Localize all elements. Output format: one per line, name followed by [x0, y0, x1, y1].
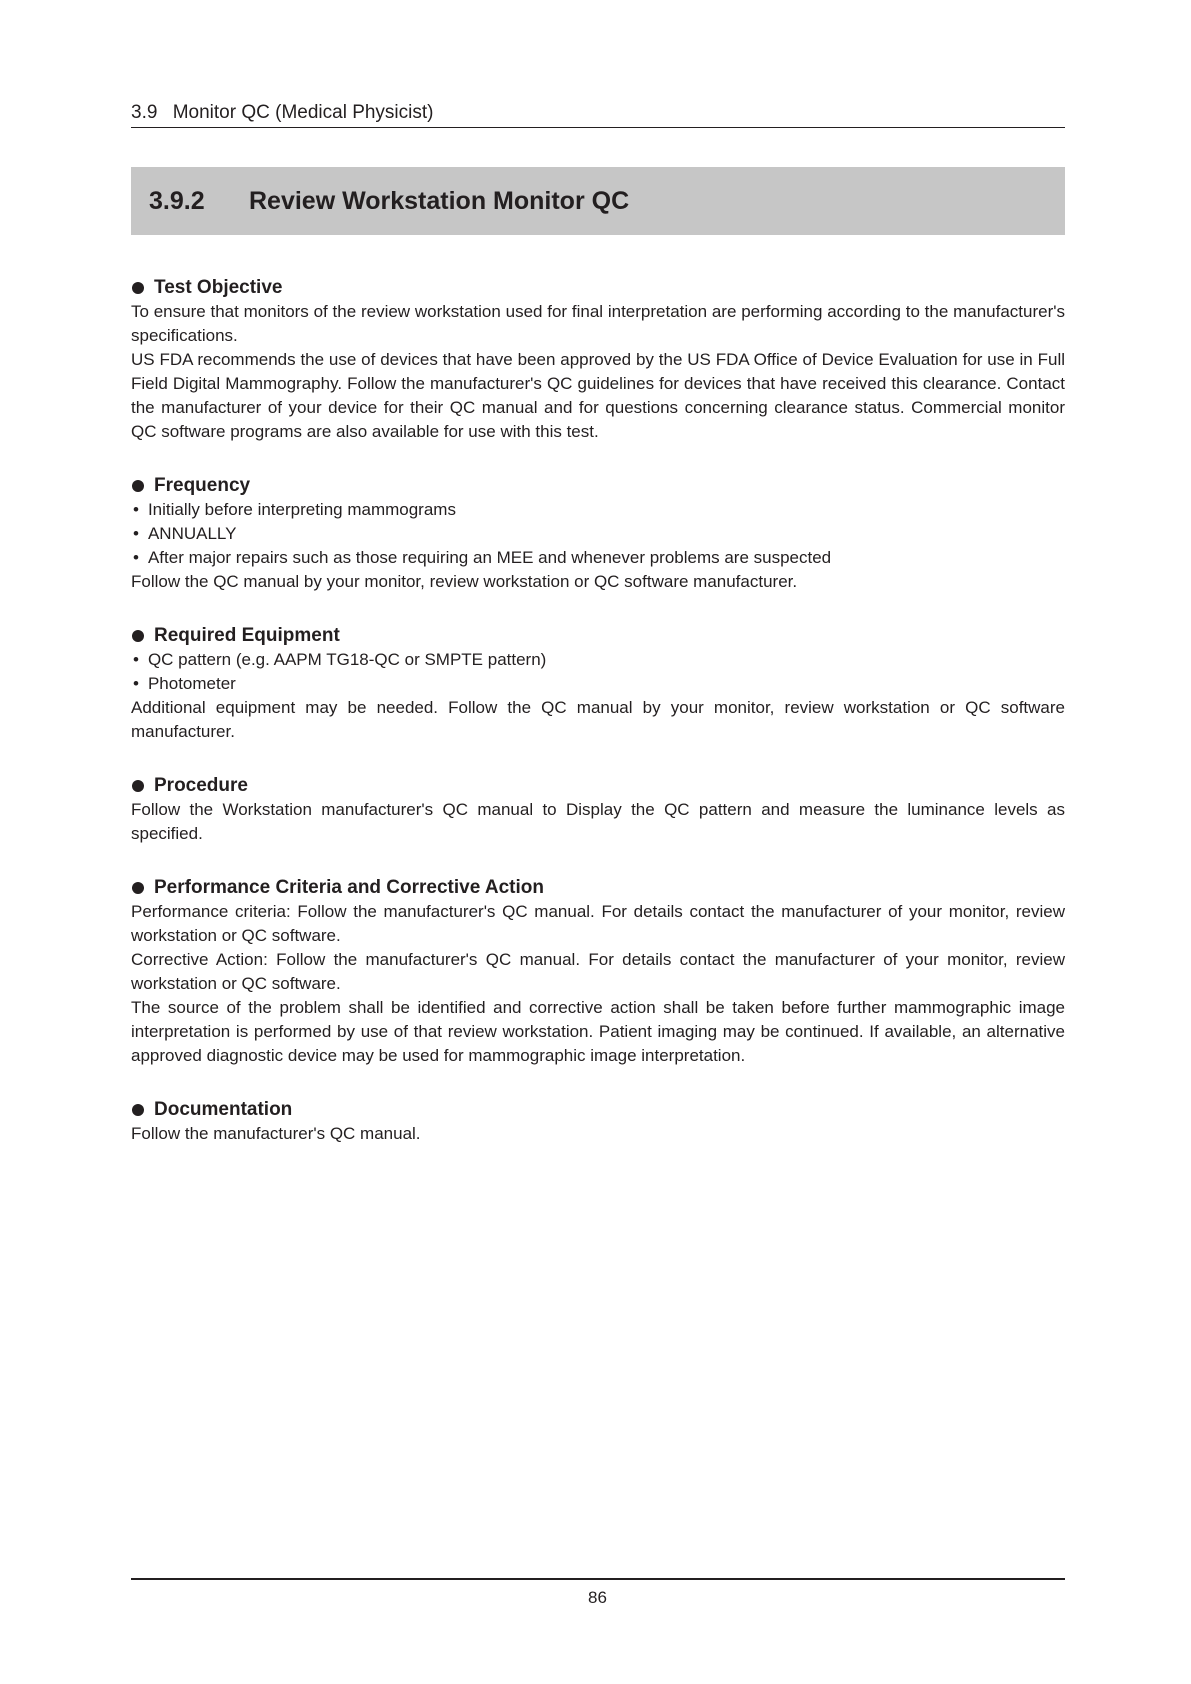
section-heading [131, 876, 1065, 900]
list-item: • Photometer [131, 672, 1065, 696]
section-performance-criteria [131, 876, 1065, 1068]
section-frequency [131, 474, 1065, 594]
main-content [131, 276, 1065, 1176]
paragraph: Corrective Action: Follow the manufacturer's QC manual. For details contact the manufacturer of your monitor, review workstation or QC software. [131, 950, 1065, 993]
paragraph: To ensure that monitors of the review workstation used for final interpretation are performing according to the manufacturer's specifications. [131, 302, 1065, 345]
page-number: 86 [588, 1588, 607, 1607]
bullet-dot-icon [132, 882, 144, 894]
section-heading [131, 624, 1065, 648]
section-heading-label: Documentation [154, 1099, 293, 1120]
list-item: • QC pattern (e.g. AAPM TG18-QC or SMPTE pattern) [131, 648, 1065, 672]
paragraph: The source of the problem shall be identified and corrective action shall be taken before further mammographic image interpretation is performed by use of that review workstation. Patient imaging may be continued. If available, an alternative approved diagnostic device may be used for mammographic image interpretation. [131, 998, 1065, 1065]
section-number: 3.9.2 [149, 186, 205, 215]
section-heading-label: Required Equipment [154, 625, 340, 646]
list-item: • ANNUALLY [131, 522, 1065, 546]
paragraph: Follow the Workstation manufacturer's QC manual to Display the QC pattern and measure the luminance levels as specified. [131, 800, 1065, 843]
header-section-number: 3.9 [131, 102, 158, 123]
running-header [131, 101, 1065, 128]
section-heading-label: Performance Criteria and Corrective Action [154, 877, 544, 898]
section-heading [131, 1098, 1065, 1122]
bullet-dot-icon [132, 630, 144, 642]
section-required-equipment [131, 624, 1065, 744]
paragraph: Additional equipment may be needed. Follow the QC manual by your monitor, review workstation or QC software manufacturer. [131, 698, 1065, 741]
section-documentation [131, 1098, 1065, 1146]
bullet-dot-icon [132, 1104, 144, 1116]
bullet-dot-icon [132, 480, 144, 492]
paragraph: US FDA recommends the use of devices that have been approved by the US FDA Office of Device Evaluation for use in Full Field Digital Mammography. Follow the manufacturer's QC guidelines for devices that have received this clearance. Contact the manufacturer of your device for their QC manual and for questions concerning clearance status. Commercial monitor QC software programs are also available for use with this test. [131, 350, 1065, 441]
bullet-list [131, 498, 1065, 570]
section-heading-label: Procedure [154, 775, 248, 796]
paragraph: Follow the QC manual by your monitor, review workstation or QC software manufacturer. [131, 572, 798, 591]
section-heading [131, 774, 1065, 798]
section-procedure [131, 774, 1065, 846]
section-heading [131, 474, 1065, 498]
section-title-band [131, 167, 1065, 235]
paragraph: Performance criteria: Follow the manufacturer's QC manual. For details contact the manufacturer of your monitor, review workstation or QC software. [131, 902, 1065, 945]
footer-divider [131, 1578, 1065, 1580]
section-test-objective [131, 276, 1065, 444]
list-item: • After major repairs such as those requiring an MEE and whenever problems are suspected [131, 546, 1065, 570]
bullet-dot-icon [132, 780, 144, 792]
page-title: Review Workstation Monitor QC [249, 186, 630, 215]
list-item: • Initially before interpreting mammograms [131, 498, 1065, 522]
bullet-dot-icon [132, 282, 144, 294]
paragraph: Follow the manufacturer's QC manual. [131, 1124, 421, 1143]
header-section-title: Monitor QC (Medical Physicist) [172, 102, 434, 123]
section-heading-label: Test Objective [154, 277, 283, 298]
section-heading-label: Frequency [154, 475, 251, 496]
bullet-list [131, 648, 1065, 696]
section-heading [131, 276, 1065, 300]
